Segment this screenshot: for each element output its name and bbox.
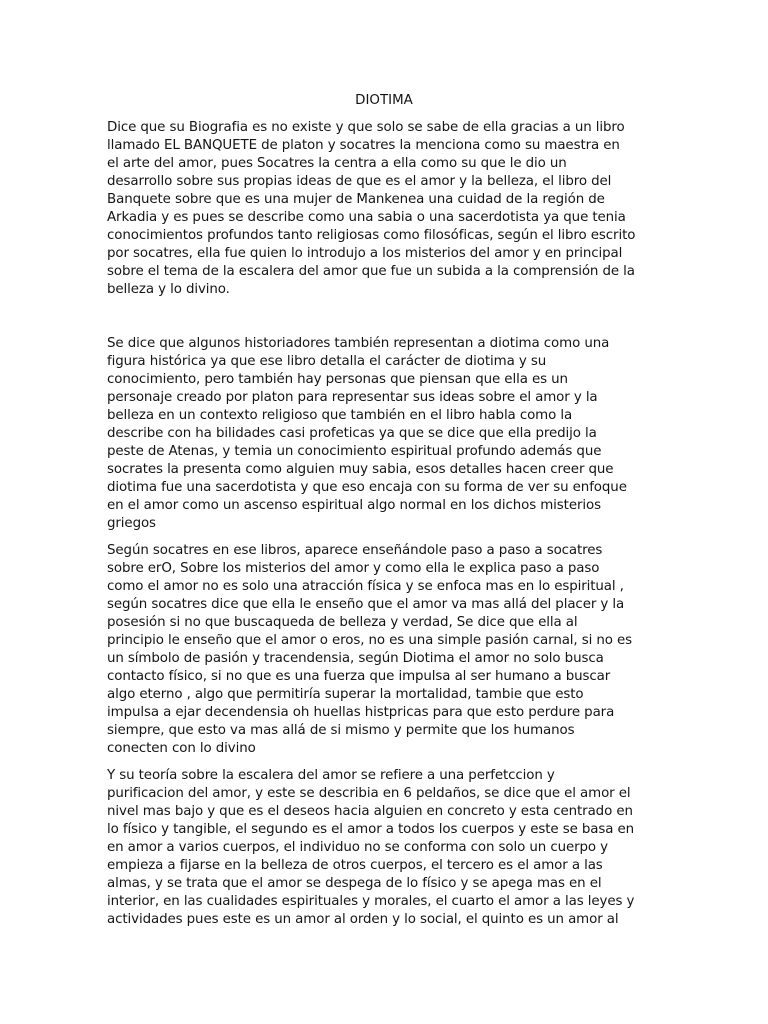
document-title: DIOTIMA (355, 93, 413, 108)
paragraph-ladder-of-love: Y su teoría sobre la escalera del amor se refiere a una perfetccion y purificacion del amor, y este se describia en 6 peldaños, se dice que el amor el nivel mas bajo y que es el deseos hacia alguien en concreto y esta centrado en lo físico y tangible, el segundo es el amor a todos los cuerpos y este se basa en en amor a varios cuerpos, el individuo no se conforma con solo un cuerpo y empieza a fijarse en la belleza de otros cuerpos, el tercero es el amor a las almas, y se trata que el amor se despega de lo físico y se apega mas en el interior, en las cualidades espirituales y morales, el cuarto el amor a las leyes y actividades pues este es un amor al orden y lo social, el quinto es un amor al (107, 768, 635, 927)
paragraph-historians: Se dice que algunos historiadores también representan a diotima como una figura histórica ya que ese libro detalla el carácter de diotima y su conocimiento, pero también hay personas que piensan que ella es un personaje creado por platon para representar sus ideas sobre el amor y la belleza en un contexto religioso que también en el libro habla como la describe con ha bilidades casi profeticas ya que se dice que ella predijo la peste de Atenas, y temia un conocimiento espiritual profundo además que socrates la presenta como alguien muy sabia, esos detalles hacen creer que diotima fue una sacerdotista y que eso encaja con su forma de ver su enfoque en el amor como un ascenso espiritual algo normal en los dichos misterios griegos (107, 336, 627, 531)
paragraph-teachings: Según socatres en ese libros, aparece enseñándole paso a paso a socatres sobre erO, Sobre los misterios del amor y como ella le explica paso a paso como el amor no es solo una atracción física y se enfoca mas en lo espiritual , según socatres dice que ella le enseño que el amor va mas allá del placer y la posesión si no que buscaqueda de belleza y verdad, Se dice que ella al principio le enseño que el amor o eros, no es una simple pasión carnal, si no es un símbolo de pasión y tracendensia, según Diotima el amor no solo busca contacto físico, si no que es una fuerza que impulsa al ser humano a buscar algo eterno , algo que permitiría superar la mortalidad, tambie que esto impulsa a ejar decendensia oh huellas histpricas para que esto perdure para siempre, que esto va mas allá de si mismo y permite que los humanos conecten con lo divino (107, 543, 633, 756)
paragraph-biography: Dice que su Biografia es no existe y que solo se sabe de ella gracias a un libro llamado EL BANQUETE de platon y socatres la menciona como su maestra en el arte del amor, pues Socatres la centra a ella como su que le dio un desarrollo sobre sus propias ideas de que es el amor y la belleza, el libro del Banquete sobre que es una mujer de Mankenea una cuidad de la región de Arkadia y es pues se describe como una sabia o una sacerdotista ya que tenia conocimientos profundos tanto religiosas como filosóficas, según el libro escrito por socatres, ella fue quien lo introdujo a los misterios del amor y en principal sobre el tema de la escalera del amor que fue un subida a la comprensión de la belleza y lo divino. (107, 120, 636, 297)
